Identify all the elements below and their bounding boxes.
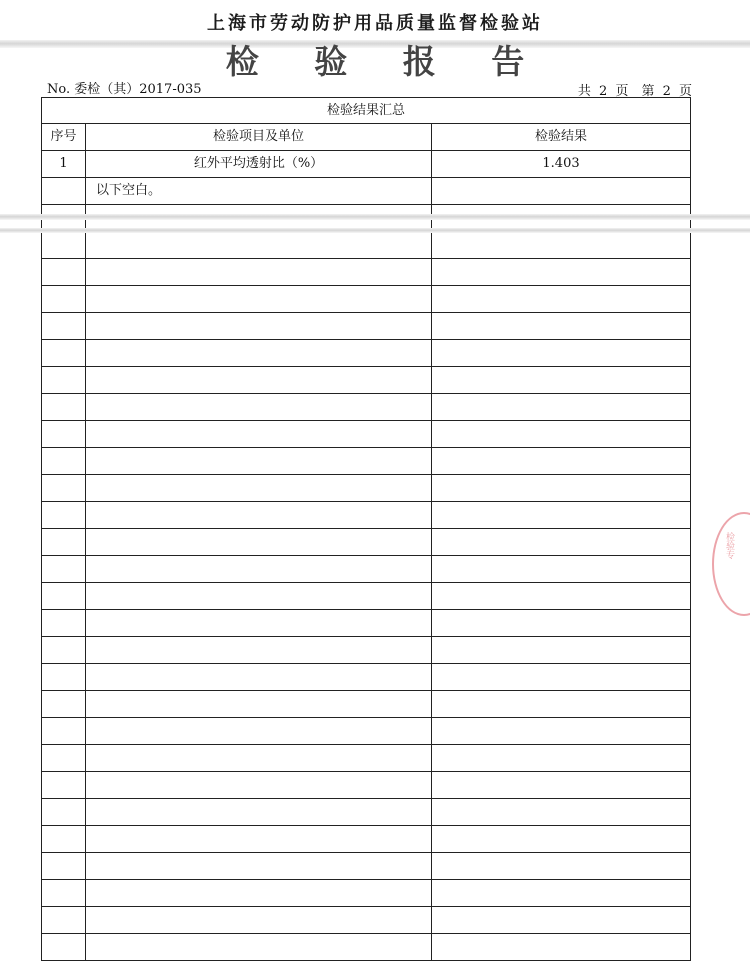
blank-cell-item: [86, 826, 432, 853]
blank-row: [42, 907, 691, 934]
blank-row: [42, 367, 691, 394]
blank-cell-result: [432, 313, 691, 340]
report-number: No. 委检（其）2017-035: [47, 82, 202, 97]
results-table: [41, 97, 691, 961]
blank-cell-no: [42, 394, 86, 421]
blank-row: [42, 529, 691, 556]
blank-row: [42, 232, 691, 259]
blank-cell-no: [42, 583, 86, 610]
blank-cell-no: [42, 691, 86, 718]
blank-row: [42, 637, 691, 664]
blank-cell-result: [432, 529, 691, 556]
column-header-row: [42, 124, 691, 151]
blank-cell-no: [42, 421, 86, 448]
blank-row: [42, 556, 691, 583]
blank-row: [42, 664, 691, 691]
row-item: 以下空白。: [86, 178, 432, 205]
blank-row: [42, 259, 691, 286]
blank-cell-result: [432, 340, 691, 367]
blank-cell-result: [432, 772, 691, 799]
blank-cell-result: [432, 448, 691, 475]
row-result: [432, 178, 691, 205]
blank-cell-result: [432, 799, 691, 826]
blank-cell-item: [86, 340, 432, 367]
blank-cell-result: [432, 556, 691, 583]
blank-cell-item: [86, 421, 432, 448]
row-no: [42, 178, 86, 205]
blank-cell-result: [432, 880, 691, 907]
blank-cell-item: [86, 637, 432, 664]
blank-cell-no: [42, 502, 86, 529]
blank-cell-no: [42, 340, 86, 367]
row-result: 1.403: [432, 151, 691, 178]
blank-cell-item: [86, 313, 432, 340]
blank-cell-item: [86, 880, 432, 907]
seal-text: 检验专: [724, 532, 734, 559]
blank-row: [42, 826, 691, 853]
blank-cell-result: [432, 394, 691, 421]
blank-cell-result: [432, 718, 691, 745]
row-item: 红外平均透射比（%）: [86, 151, 432, 178]
inspection-seal: [712, 512, 750, 616]
blank-cell-item: [86, 286, 432, 313]
blank-cell-item: [86, 259, 432, 286]
blank-row: [42, 880, 691, 907]
blank-cell-no: [42, 853, 86, 880]
blank-cell-item: [86, 475, 432, 502]
blank-row: [42, 691, 691, 718]
blank-cell-no: [42, 475, 86, 502]
blank-cell-no: [42, 772, 86, 799]
page-count: 共 2 页 第 2 页: [577, 84, 692, 99]
blank-cell-item: [86, 691, 432, 718]
blank-cell-no: [42, 610, 86, 637]
blank-cell-item: [86, 745, 432, 772]
blank-cell-result: [432, 502, 691, 529]
blank-cell-no: [42, 367, 86, 394]
blank-cell-no: [42, 826, 86, 853]
blank-cell-item: [86, 394, 432, 421]
col-header-result: 检验结果: [432, 124, 691, 151]
table-row: [42, 151, 691, 178]
blank-cell-result: [432, 907, 691, 934]
blank-cell-item: [86, 907, 432, 934]
blank-cell-result: [432, 745, 691, 772]
blank-row: [42, 421, 691, 448]
blank-row: [42, 502, 691, 529]
blank-cell-result: [432, 286, 691, 313]
col-header-no: 序号: [42, 124, 86, 151]
blank-cell-no: [42, 313, 86, 340]
blank-cell-no: [42, 448, 86, 475]
col-header-item: 检验项目及单位: [86, 124, 432, 151]
blank-cell-item: [86, 556, 432, 583]
blank-cell-no: [42, 745, 86, 772]
blank-cell-result: [432, 664, 691, 691]
blank-cell-item: [86, 772, 432, 799]
blank-row: [42, 583, 691, 610]
blank-row: [42, 475, 691, 502]
report-title: 检 验 报 告: [225, 42, 547, 81]
blank-row: [42, 394, 691, 421]
blank-cell-result: [432, 826, 691, 853]
blank-cell-result: [432, 259, 691, 286]
organization-name: 上海市劳动防护用品质量监督检验站: [207, 13, 543, 34]
blank-row: [42, 772, 691, 799]
blank-cell-result: [432, 475, 691, 502]
blank-row: [42, 853, 691, 880]
scan-artifact-band: [0, 214, 750, 220]
row-no: 1: [42, 151, 86, 178]
table-row: [42, 178, 691, 205]
blank-cell-result: [432, 421, 691, 448]
blank-row: [42, 313, 691, 340]
blank-cell-no: [42, 286, 86, 313]
blank-cell-item: [86, 502, 432, 529]
summary-title: 检验结果汇总: [42, 98, 691, 124]
blank-cell-no: [42, 232, 86, 259]
scan-artifact-band: [0, 228, 750, 233]
blank-cell-result: [432, 610, 691, 637]
blank-cell-item: [86, 799, 432, 826]
blank-cell-item: [86, 610, 432, 637]
blank-row: [42, 745, 691, 772]
blank-cell-item: [86, 853, 432, 880]
blank-cell-item: [86, 934, 432, 961]
blank-cell-result: [432, 232, 691, 259]
blank-cell-item: [86, 529, 432, 556]
blank-row: [42, 286, 691, 313]
blank-cell-no: [42, 529, 86, 556]
blank-cell-item: [86, 232, 432, 259]
blank-row: [42, 799, 691, 826]
blank-row: [42, 340, 691, 367]
blank-row: [42, 718, 691, 745]
blank-cell-no: [42, 934, 86, 961]
blank-cell-item: [86, 664, 432, 691]
blank-cell-no: [42, 259, 86, 286]
blank-row: [42, 610, 691, 637]
blank-cell-no: [42, 880, 86, 907]
blank-cell-no: [42, 664, 86, 691]
blank-cell-no: [42, 556, 86, 583]
blank-cell-no: [42, 907, 86, 934]
blank-cell-item: [86, 367, 432, 394]
blank-cell-result: [432, 934, 691, 961]
blank-cell-no: [42, 718, 86, 745]
blank-cell-result: [432, 583, 691, 610]
blank-cell-item: [86, 718, 432, 745]
blank-cell-result: [432, 691, 691, 718]
blank-row: [42, 448, 691, 475]
blank-cell-item: [86, 448, 432, 475]
blank-cell-no: [42, 799, 86, 826]
blank-cell-item: [86, 583, 432, 610]
summary-row: [42, 98, 691, 124]
blank-cell-result: [432, 853, 691, 880]
blank-cell-result: [432, 367, 691, 394]
blank-row: [42, 934, 691, 961]
blank-cell-no: [42, 637, 86, 664]
blank-cell-result: [432, 637, 691, 664]
